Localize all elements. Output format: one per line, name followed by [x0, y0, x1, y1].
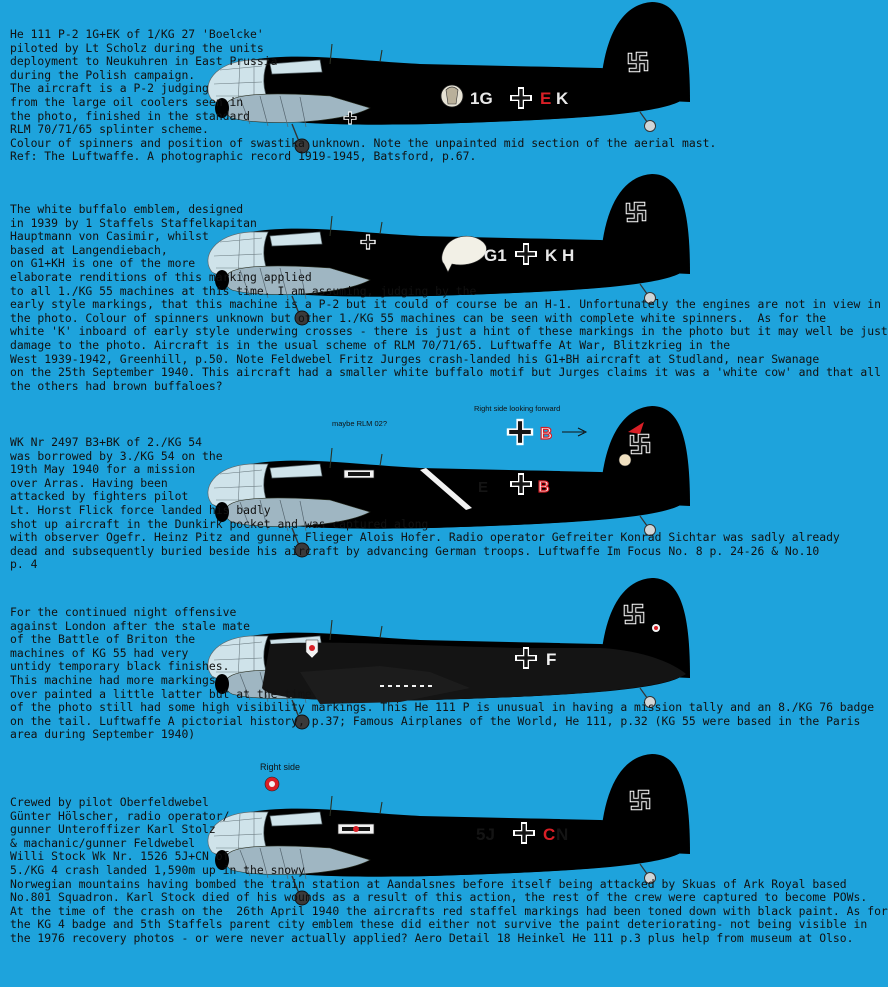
code-b: C: [543, 825, 556, 844]
code-c: N: [556, 825, 569, 844]
code-a: F: [546, 650, 557, 669]
code-a: G1: [484, 246, 507, 265]
code-b: K: [545, 246, 558, 265]
aircraft-3-description: WK Nr 2497 B3+BK of 2./KG 54 was borrowed by 3./KG 54 on the 19th May 1940 for a mission over Arras. Having been attacked by fighters pilot Lt. Horst Flick force landed his badly shot up aircraft in the Dunkirk pocket and was captured along with observer Ogefr. Heinz Pitz and gunner Flieger Alois Hofer. Radio operator Gefreiter Konrad Sichtar was sadly already dead and subsequently buried beside his aircraft by advancing German troops. Luftwaffe Im Focus No. 8 p. 24-26 & No.10 p. 4: [10, 435, 840, 572]
code-c: H: [562, 246, 575, 265]
code-a: 1G: [470, 89, 493, 108]
inset-code: B: [540, 424, 553, 443]
city-emblem: [265, 777, 279, 791]
aircraft-4-description: For the continued night offensive against London after the stale mate of the Battle of Briton the machines of KG 55 had very untidy temporary black finishes. This machine had more markings over painted a little latter but at the time of the photo still had some high visibility markings. This He 111 P is unusual in having a mission tally and an 8./KG 76 badge on the tail. Luftwaffe A pictorial history, p.37; Famous Airplanes of the World, He 111, p.32 (KG 55 were based in the Paris area during September 1940): [10, 605, 875, 742]
code-a: E: [478, 479, 489, 496]
aircraft-5-description: Crewed by pilot Oberfeldwebel Günter Hölscher, radio operator/ gunner Unteroffizer Karl Stolz & machanic/gunner Feldwebel Willi Stock Wk Nr. 1526 5J+CN of 5./KG 4 crash landed 1,590m up in the snowy Norwegian mountains having bombed the train station at Aandalsnes before itself being attacked by Skuas of Ark Royal based No.801 Squadron. Karl Stock died of his wounds as a result of this action, the rest of the crew were captured to become POWs. At the time of the crash on the 26th April 1940 the aircrafts red staffel markings had been toned down with black paint. As for the KG 4 badge and 5th Staffels parent city emblem these did either not survive the paint deteriorating- not being visible in the 1976 recovery photos - or were never actually applied? Aero Detail 18 Heinkel He 111 p.3 plus help from museum at Olso.: [10, 795, 888, 945]
aircraft-2-description: The white buffalo emblem, designed in 1939 by 1 Staffels Staffelkapitan Hauptmann von Casimir, whilst based at Langendiebach, on G1+KH is one of the more elaborate renditions of this marking applied to all 1./KG 55 machines at this time. I am assuming, judging by the early style markings, that this machine is a P-2 but it could of course be an H-1. Unfortunately the engines are not in view in the photo. Colour of spinners unknown but other 1./KG 55 machines can be seen with complete white spinners. As for the white 'K' inboard of early style underwing crosses - there is just a hint of these markings in the photo but it may well be just damage to the photo. Aircraft is in the usual scheme of RLM 70/71/65. Luftwaffe At War, Blitzkrieg in the West 1939-1942, Greenhill, p.50. Note Feldwebel Fritz Jurges crash-landed his G1+BH aircraft at Studland, near Swanage on the 25th September 1940. This aircraft had a smaller white buffalo motif but Jurges claims it was a 'white cow' and that all the others had brown buffaloes?: [10, 202, 888, 393]
label-maybe-rlm02: maybe RLM 02?: [332, 419, 388, 428]
label-right-side-forward: Right side looking forward: [474, 404, 561, 413]
code-b: E: [540, 89, 552, 108]
code-a: 5J: [476, 825, 495, 844]
arrow: [562, 428, 586, 436]
code-b: B: [538, 479, 550, 496]
code-c: K: [556, 89, 569, 108]
label-right-side: Right side: [260, 762, 301, 772]
aircraft-1-description: He 111 P-2 1G+EK of 1/KG 27 'Boelcke' piloted by Lt Scholz during the units deployment to Neukuhren in East Prussia during the Polish campaign. The aircraft is a P-2 judging from the large oil coolers seen in the photo, finished in the standard RLM 70/71/65 splinter scheme. Colour of spinners and position of swastika unknown. Note the unpainted mid section of the aerial mast. Ref: The Luftwaffe. A photographic record 1919-1945, Batsford, p.67.: [10, 27, 717, 164]
